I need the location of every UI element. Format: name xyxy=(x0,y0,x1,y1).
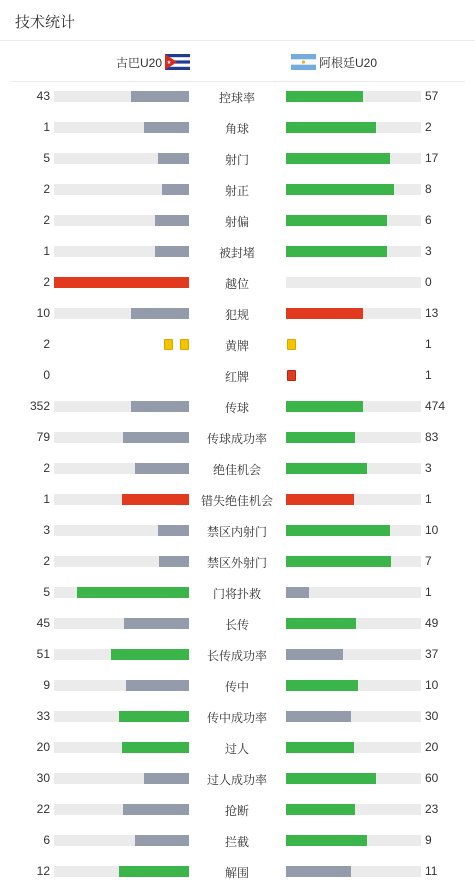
away-stat-value: 20 xyxy=(425,740,439,754)
stat-label: 射偏 xyxy=(224,215,249,229)
stat-label: 传中 xyxy=(224,680,249,694)
away-stat-bar-fill xyxy=(286,246,387,257)
away-stat-value: 10 xyxy=(425,678,439,692)
away-stat-value: 0 xyxy=(425,275,432,289)
away-stat-bar xyxy=(286,184,421,195)
home-stat-bar xyxy=(54,773,189,784)
flag-argentina-icon xyxy=(291,54,316,70)
home-stat-bar-fill xyxy=(126,680,189,691)
home-stat-value: 2 xyxy=(43,213,50,227)
stat-row xyxy=(0,236,475,267)
away-team-name: 阿根廷U20 xyxy=(319,55,378,70)
stat-row xyxy=(0,174,475,205)
away-stat-bar-fill xyxy=(286,680,358,691)
away-stat-bar xyxy=(286,680,421,691)
home-stat-value: 43 xyxy=(36,89,50,103)
away-stat-value: 13 xyxy=(425,306,439,320)
stat-label: 禁区外射门 xyxy=(206,556,267,570)
home-stat-bar xyxy=(54,680,189,691)
home-stat-bar-fill xyxy=(131,308,189,319)
away-stat-value: 1 xyxy=(425,337,432,351)
home-stat-value: 79 xyxy=(36,430,50,444)
away-stat-value: 474 xyxy=(425,399,446,413)
stat-label: 被封堵 xyxy=(218,246,255,260)
away-stat-bar xyxy=(286,804,421,815)
away-stat-bar-fill xyxy=(286,122,376,133)
away-stat-value: 17 xyxy=(425,151,439,165)
stat-row xyxy=(0,112,475,143)
stat-row xyxy=(0,360,475,391)
away-stat-value: 2 xyxy=(425,120,432,134)
stat-row xyxy=(0,329,475,360)
home-stat-bar xyxy=(54,153,189,164)
stat-label: 长传成功率 xyxy=(206,649,267,663)
away-stat-value: 60 xyxy=(425,771,439,785)
away-stat-bar-fill xyxy=(286,587,309,598)
home-stat-bar-fill xyxy=(123,804,189,815)
home-stat-value: 51 xyxy=(36,647,50,661)
stat-row xyxy=(0,825,475,856)
stat-row xyxy=(0,143,475,174)
home-stat-value: 2 xyxy=(43,554,50,568)
away-stat-value: 10 xyxy=(425,523,439,537)
home-stat-bar xyxy=(54,866,189,877)
stat-label: 角球 xyxy=(224,122,249,136)
stat-row xyxy=(0,81,475,112)
stat-label: 长传 xyxy=(224,618,249,632)
home-stat-bar-fill xyxy=(122,742,190,753)
home-stat-bar-fill xyxy=(155,246,189,257)
away-stat-bar xyxy=(286,463,421,474)
stat-label: 门将扑救 xyxy=(212,587,261,601)
away-stat-bar xyxy=(286,773,421,784)
away-stat-bar-fill xyxy=(286,618,356,629)
stat-label: 射门 xyxy=(224,153,249,167)
away-team xyxy=(291,52,377,72)
stat-row xyxy=(0,515,475,546)
away-stat-bar-fill xyxy=(286,432,355,443)
home-yellow-card-icon xyxy=(180,339,189,350)
away-stat-value: 3 xyxy=(425,461,432,475)
home-stat-bar xyxy=(54,308,189,319)
flag-cuba-icon xyxy=(165,54,190,70)
stat-row xyxy=(0,732,475,763)
away-stat-bar-fill xyxy=(286,556,391,567)
home-stat-bar xyxy=(54,649,189,660)
stat-row xyxy=(0,577,475,608)
home-stat-bar xyxy=(54,835,189,846)
away-stat-bar xyxy=(286,494,421,505)
home-stat-value: 1 xyxy=(43,120,50,134)
away-stat-bar xyxy=(286,153,421,164)
away-stat-bar-fill xyxy=(286,494,354,505)
home-stat-bar xyxy=(54,122,189,133)
home-stat-value: 2 xyxy=(43,337,50,351)
home-stat-bar xyxy=(54,91,189,102)
home-stat-bar xyxy=(54,587,189,598)
home-stat-bar-fill xyxy=(144,773,189,784)
away-stat-bar-fill xyxy=(286,463,367,474)
away-stat-bar xyxy=(286,587,421,598)
away-yellow-card-icon xyxy=(287,339,296,350)
home-stat-value: 33 xyxy=(36,709,50,723)
away-stat-bar xyxy=(286,649,421,660)
home-stat-value: 45 xyxy=(36,616,50,630)
stat-row xyxy=(0,484,475,515)
away-stat-value: 8 xyxy=(425,182,432,196)
home-stat-bar xyxy=(54,432,189,443)
home-stat-value: 2 xyxy=(43,461,50,475)
home-stat-bar xyxy=(54,711,189,722)
stat-label: 抢断 xyxy=(224,804,249,818)
stat-label: 传球成功率 xyxy=(206,432,267,446)
home-stat-value: 20 xyxy=(36,740,50,754)
home-stat-bar-fill xyxy=(111,649,189,660)
away-stat-bar xyxy=(286,401,421,412)
home-stat-bar-fill xyxy=(122,494,190,505)
stat-label: 犯规 xyxy=(224,308,249,322)
stat-label: 射正 xyxy=(224,184,249,198)
stat-row xyxy=(0,391,475,422)
away-stat-bar xyxy=(286,91,421,102)
home-stat-value: 3 xyxy=(43,523,50,537)
away-stat-bar-fill xyxy=(286,525,390,536)
away-stat-bar-fill xyxy=(286,804,355,815)
home-stat-bar-fill xyxy=(131,91,189,102)
home-stat-bar-fill xyxy=(144,122,189,133)
stat-label: 传球 xyxy=(224,401,249,415)
home-stat-value: 2 xyxy=(43,275,50,289)
stat-label: 越位 xyxy=(224,277,249,291)
away-stat-bar-fill xyxy=(286,742,354,753)
home-stat-bar xyxy=(54,277,189,288)
stat-label: 红牌 xyxy=(224,370,249,384)
home-stat-bar-fill xyxy=(119,866,189,877)
away-stat-value: 37 xyxy=(425,647,439,661)
stat-row xyxy=(0,546,475,577)
stat-label: 禁区内射门 xyxy=(206,525,267,539)
home-stat-bar xyxy=(54,463,189,474)
away-stat-value: 83 xyxy=(425,430,439,444)
home-stat-bar xyxy=(54,246,189,257)
stat-row xyxy=(0,422,475,453)
home-stat-value: 1 xyxy=(43,492,50,506)
away-stat-bar-fill xyxy=(286,308,363,319)
away-stat-bar xyxy=(286,308,421,319)
home-stat-value: 1 xyxy=(43,244,50,258)
stats-header xyxy=(0,0,475,41)
stat-label: 绝佳机会 xyxy=(212,463,261,477)
away-stat-value: 49 xyxy=(425,616,439,630)
away-stat-bar-fill xyxy=(286,91,363,102)
stat-row xyxy=(0,670,475,701)
home-stat-bar-fill xyxy=(131,401,189,412)
home-stat-value: 352 xyxy=(29,399,50,413)
away-stat-bar xyxy=(286,525,421,536)
away-stat-value: 57 xyxy=(425,89,439,103)
away-stat-bar-fill xyxy=(286,649,343,660)
home-stat-value: 12 xyxy=(36,864,50,878)
stat-label: 传中成功率 xyxy=(206,711,267,725)
away-stat-bar xyxy=(286,742,421,753)
away-stat-bar xyxy=(286,618,421,629)
home-stat-bar-fill xyxy=(124,618,189,629)
away-stat-bar xyxy=(286,215,421,226)
home-stat-bar-fill xyxy=(162,184,189,195)
away-stat-bar-fill xyxy=(286,866,351,877)
away-stat-value: 1 xyxy=(425,585,432,599)
home-team-name: 古巴U20 xyxy=(116,55,163,70)
home-stat-bar xyxy=(54,556,189,567)
away-red-card-icon xyxy=(287,370,296,381)
home-stat-bar-fill xyxy=(135,835,189,846)
page-title: 技术统计 xyxy=(15,14,76,31)
stat-label: 错失绝佳机会 xyxy=(200,494,273,508)
home-stat-bar xyxy=(54,494,189,505)
away-stat-bar xyxy=(286,866,421,877)
stat-row xyxy=(0,298,475,329)
home-stat-bar-fill xyxy=(159,556,189,567)
stat-row xyxy=(0,639,475,670)
away-stat-bar-fill xyxy=(286,153,390,164)
away-stat-value: 3 xyxy=(425,244,432,258)
stat-row xyxy=(0,856,475,887)
away-stat-bar xyxy=(286,556,421,567)
away-stat-bar xyxy=(286,277,421,288)
home-yellow-card-icon xyxy=(164,339,173,350)
stat-label: 控球率 xyxy=(218,91,255,105)
home-stat-value: 10 xyxy=(36,306,50,320)
away-stat-bar xyxy=(286,432,421,443)
away-stat-value: 9 xyxy=(425,833,432,847)
home-stat-value: 22 xyxy=(36,802,50,816)
home-stat-bar-fill xyxy=(119,711,189,722)
away-stat-value: 1 xyxy=(425,492,432,506)
stat-row xyxy=(0,608,475,639)
home-stat-value: 0 xyxy=(43,368,50,382)
home-stat-bar-fill xyxy=(158,525,189,536)
home-stat-value: 30 xyxy=(36,771,50,785)
away-stat-bar-fill xyxy=(286,215,387,226)
away-stat-bar xyxy=(286,835,421,846)
away-stat-bar xyxy=(286,122,421,133)
away-stat-value: 23 xyxy=(425,802,439,816)
home-team xyxy=(116,52,190,72)
home-stat-bar-fill xyxy=(77,587,189,598)
stat-label: 过人成功率 xyxy=(206,773,267,787)
home-stat-bar xyxy=(54,742,189,753)
away-stat-bar-fill xyxy=(286,711,351,722)
home-stat-bar xyxy=(54,215,189,226)
stat-row xyxy=(0,205,475,236)
home-stat-bar xyxy=(54,804,189,815)
home-stat-bar-fill xyxy=(158,153,189,164)
home-stat-value: 5 xyxy=(43,151,50,165)
home-stat-bar-fill xyxy=(155,215,189,226)
stat-row xyxy=(0,701,475,732)
away-stat-bar-fill xyxy=(286,773,376,784)
home-stat-bar-fill xyxy=(135,463,189,474)
home-stat-value: 9 xyxy=(43,678,50,692)
away-stat-value: 11 xyxy=(425,864,438,878)
home-stat-bar xyxy=(54,618,189,629)
stat-label: 过人 xyxy=(224,742,249,756)
home-stat-bar xyxy=(54,401,189,412)
away-stat-bar xyxy=(286,246,421,257)
home-stat-bar xyxy=(54,184,189,195)
home-stat-value: 6 xyxy=(43,833,50,847)
away-stat-value: 30 xyxy=(425,709,439,723)
home-stat-bar-fill xyxy=(123,432,189,443)
home-stat-value: 5 xyxy=(43,585,50,599)
stat-row xyxy=(0,794,475,825)
away-stat-value: 1 xyxy=(425,368,432,382)
stat-row xyxy=(0,267,475,298)
stat-row xyxy=(0,453,475,484)
away-stat-bar-fill xyxy=(286,401,363,412)
away-stat-bar-fill xyxy=(286,835,367,846)
home-stat-value: 2 xyxy=(43,182,50,196)
away-stat-bar-fill xyxy=(286,184,394,195)
teams-header xyxy=(10,41,465,82)
away-stat-value: 7 xyxy=(425,554,432,568)
stat-row xyxy=(0,763,475,794)
stat-label: 黄牌 xyxy=(224,339,249,353)
away-stat-value: 6 xyxy=(425,213,432,227)
away-stat-bar xyxy=(286,711,421,722)
home-stat-bar-fill xyxy=(54,277,189,288)
stat-label: 拦截 xyxy=(224,835,249,849)
stat-label: 解围 xyxy=(224,866,249,880)
home-stat-bar xyxy=(54,525,189,536)
